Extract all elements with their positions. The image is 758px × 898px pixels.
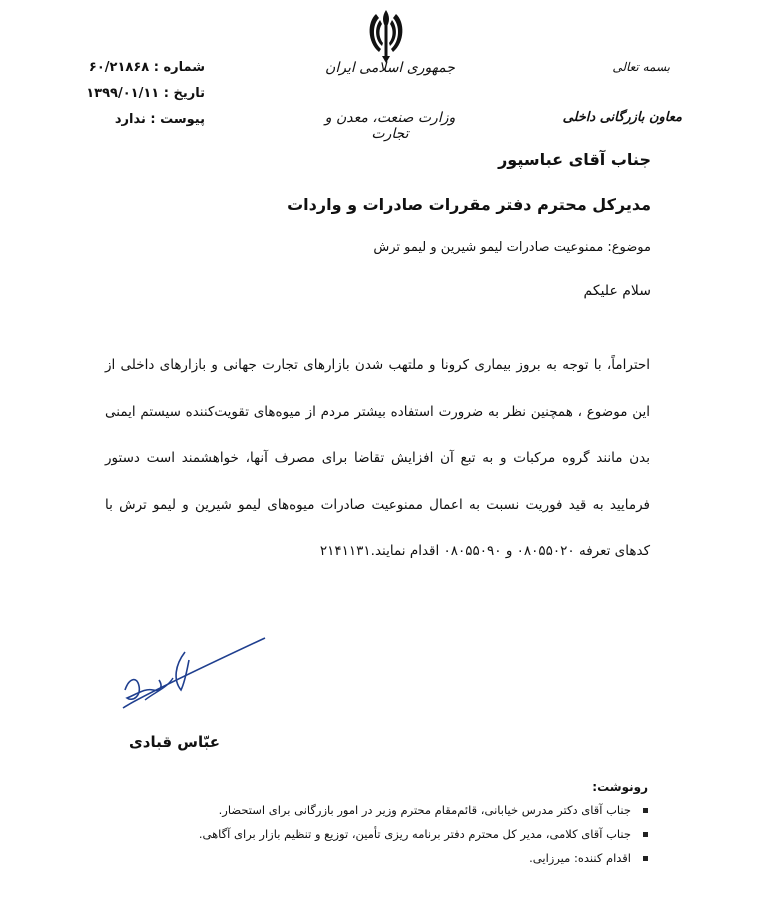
recipient-title: مدیرکل محترم دفتر مقررات صادرات و واردات xyxy=(287,195,651,214)
letter-date-label: تاریخ : xyxy=(163,86,205,101)
list-item xyxy=(128,846,648,870)
bullet-icon xyxy=(643,808,648,813)
list-item xyxy=(128,822,648,846)
signer-name: عبّاس قبادی xyxy=(129,733,220,751)
letter-number-value: ۶۰/۲۱۸۶۸ xyxy=(88,60,150,75)
iran-emblem-icon xyxy=(361,6,411,64)
bullet-icon xyxy=(643,832,648,837)
bismillah-heading: بسمه تعالی xyxy=(612,60,670,74)
recipient-name: جناب آقای عباسپور xyxy=(498,150,651,169)
letter-number-label: شماره : xyxy=(153,60,205,75)
letter-attachment-value: ندارد xyxy=(114,112,146,127)
letter-attachment xyxy=(60,112,205,127)
country-name: جمهوری اسلامی ایران xyxy=(325,60,455,76)
letter-subject: موضوع: ممنوعیت صادرات لیمو شیرین و لیمو ترش xyxy=(373,240,651,255)
copies-list xyxy=(128,798,648,870)
copy-recipient-text: اقدام کننده: میرزایی. xyxy=(529,851,631,865)
greeting: سلام علیکم xyxy=(583,283,651,299)
list-item xyxy=(128,798,648,822)
deputy-office-name: معاون بازرگانی داخلی xyxy=(562,110,682,125)
letter-number xyxy=(60,60,205,75)
copy-recipient-text: جناب آقای کلامی، مدیر کل محترم دفتر برنامه ریزی تأمین، توزیع و تنظیم بازار برای آگاهی. xyxy=(198,827,631,841)
bullet-icon xyxy=(643,856,648,861)
letter-date-value: ۱۳۹۹/۰۱/۱۱ xyxy=(86,86,160,101)
letter-date xyxy=(60,86,205,101)
ministry-name: وزارت صنعت، معدن و تجارت xyxy=(324,110,456,142)
letter-body-paragraph: احتراماً، با توجه به بروز بیماری کرونا و ملتهب شدن بازارهای تجارت جهانی و بازارهای داخلی از این موضوع ، همچنین نظر به ضرورت استفاده بیشتر مردم از میوه‌های تقویت‌کننده سیستم ایمنی بدن مانند گروه مرکبات و به تبع آن افزایش تقاضا برای مصرف آنها، خواهشمند است دستور فرمایید به قید فوریت نسبت به اعمال ممنوعیت صادرات میوه‌های لیمو شیرین و لیمو ترش با کدهای تعرفه ۰۸۰۵۵۰۲۰ و ۰۸۰۵۵۰۹۰ اقدام نمایند.۲۱۴۱۱۳۱ xyxy=(105,357,650,559)
copy-recipient-text: جناب آقای دکتر مدرس خیابانی، قائم‌مقام محترم وزیر در امور بازرگانی برای استحضار. xyxy=(218,803,631,817)
letter-attachment-label: پیوست : xyxy=(150,112,205,127)
copies-title: رونوشت: xyxy=(592,780,648,794)
handwritten-signature-icon xyxy=(115,630,275,715)
